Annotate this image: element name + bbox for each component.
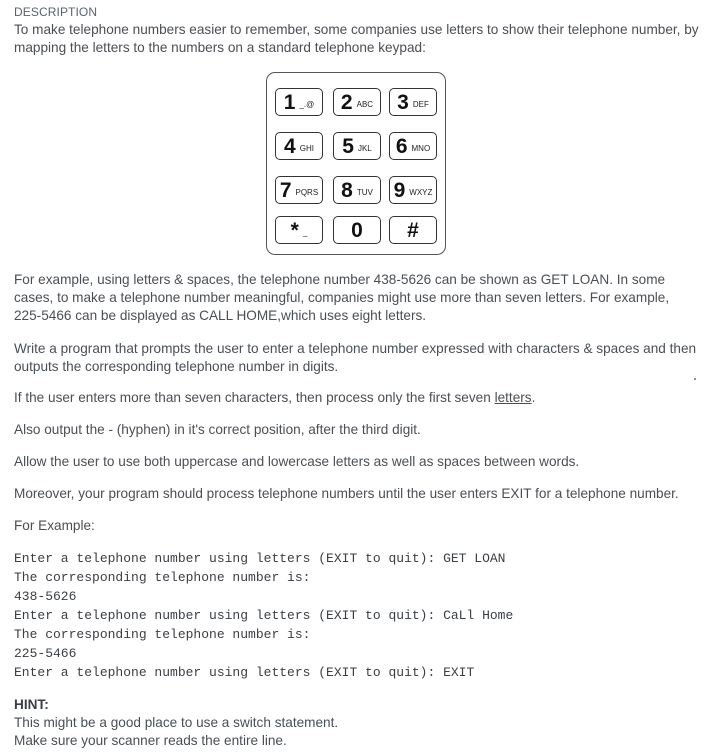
write-program-paragraph: Write a program that prompts the user to enter a telephone number expressed with characters & spaces and then outputs the corresponding telephone number in digits. — [14, 341, 697, 374]
key-8 — [333, 176, 381, 204]
key-letters: _.@ — [299, 100, 315, 109]
key-letters: TUV — [356, 188, 373, 197]
key-6 — [389, 132, 437, 160]
code-line: Enter a telephone number using letters (EXIT to quit): CaLl Home — [14, 608, 514, 623]
case-paragraph: Allow the user to use both uppercase and lowercase letters as well as spaces between words. — [14, 454, 580, 469]
seven-chars-text: If the user enters more than seven characters, then process only the first seven — [14, 390, 495, 405]
key-digit: # — [407, 218, 419, 242]
code-line: Enter a telephone number using letters (EXIT to quit): EXIT — [14, 665, 475, 680]
key-digit: 6 — [395, 134, 408, 158]
code-line: Enter a telephone number using letters (EXIT to quit): GET LOAN — [14, 551, 506, 566]
key-hash — [389, 216, 437, 244]
key-3 — [389, 88, 437, 116]
key-digit: 7 — [279, 178, 292, 202]
key-letters: _ — [302, 228, 308, 237]
example-paragraph: For example, using letters & spaces, the telephone number 438-5626 can be shown as GET LOAN. In some cases, to make a telephone number meaningful, companies might use more than seven letters. For example, 225-5466 can be displayed as CALL HOME,which uses eight letters. — [14, 272, 670, 323]
key-digit: 4 — [284, 134, 296, 158]
key-1 — [275, 88, 323, 116]
letters-link[interactable]: letters — [494, 390, 532, 405]
hint-line: Make sure your scanner reads the entire line. — [14, 733, 287, 748]
key-letters: DEF — [412, 100, 429, 109]
code-line: 438-5626 — [14, 589, 77, 604]
code-line: 225-5466 — [14, 646, 77, 661]
section-label: DESCRIPTION — [14, 5, 98, 19]
key-4 — [275, 132, 323, 160]
code-line: The corresponding telephone number is: — [14, 570, 311, 585]
key-digit: * — [290, 218, 299, 242]
hint-title: HINT: — [14, 697, 49, 712]
key-letters: ABC — [356, 100, 374, 109]
key-letters: GHI — [299, 144, 314, 153]
stray-dot — [694, 378, 696, 380]
seven-chars-period: . — [531, 390, 536, 405]
intro-paragraph: To make telephone numbers easier to remember, some companies use letters to show their telephone number, by mapping the letters to the numbers on a standard telephone keypad: — [14, 22, 699, 55]
key-letters: PQRS — [295, 188, 319, 197]
key-digit: 2 — [340, 90, 353, 114]
key-5 — [333, 132, 381, 160]
for-example-label: For Example: — [14, 518, 95, 533]
hint-line: This might be a good place to use a switch statement. — [14, 715, 339, 730]
key-7 — [275, 176, 323, 204]
key-letters: WXYZ — [409, 188, 433, 197]
key-letters: MNO — [411, 144, 431, 153]
seven-chars-paragraph — [14, 389, 700, 407]
key-digit: 1 — [283, 90, 296, 114]
key-digit: 3 — [397, 90, 409, 114]
hyphen-paragraph: Also output the - (hyphen) in it's correct position, after the third digit. — [14, 422, 421, 437]
key-letters: JKL — [357, 144, 372, 153]
key-2 — [333, 88, 381, 116]
key-digit: 9 — [393, 178, 406, 202]
key-digit: 0 — [351, 218, 363, 242]
key-9 — [389, 176, 437, 204]
loop-paragraph: Moreover, your program should process telephone numbers until the user enters EXIT for a telephone number. — [14, 486, 679, 501]
key-digit: 8 — [341, 178, 353, 202]
telephone-keypad-image — [266, 72, 446, 255]
key-star — [275, 216, 323, 244]
code-line: The corresponding telephone number is: — [14, 627, 311, 642]
key-digit: 5 — [342, 134, 354, 158]
key-0 — [333, 216, 381, 244]
